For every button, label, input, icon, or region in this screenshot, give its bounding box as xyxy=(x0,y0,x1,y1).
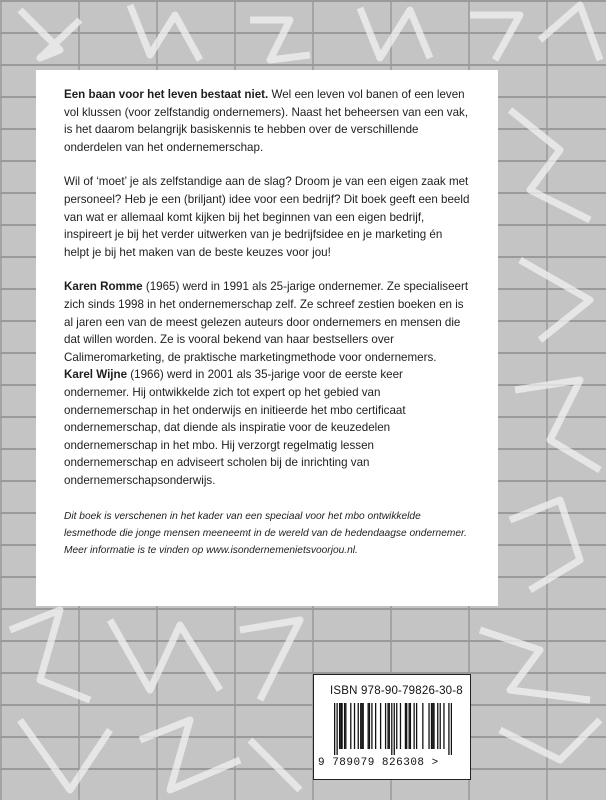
barcode-bar xyxy=(413,703,414,749)
barcode-bar xyxy=(437,703,438,749)
barcode-bar xyxy=(451,703,452,755)
barcode-bar xyxy=(443,703,444,749)
author-karel-name: Karel Wijne xyxy=(64,368,128,382)
graffiti-mark xyxy=(480,630,590,700)
graffiti-mark xyxy=(515,380,600,470)
graffiti-mark xyxy=(500,720,600,760)
graffiti-mark xyxy=(360,8,430,58)
intro-text: Wel een leven vol banen of een leven vol klussen (voor zelfstandig ondernemers). Naast het beheersen van een vak, is het daarom belangrijk basiskennis te hebben over de verschillende onderdelen van het ondernemerschap. xyxy=(64,88,469,154)
ean-digits: 9 789079 826308 > xyxy=(318,757,439,769)
barcode-bar xyxy=(368,703,369,749)
barcode-bar xyxy=(336,703,337,755)
barcode-bar xyxy=(405,703,406,749)
barcode-bar xyxy=(345,703,346,749)
graffiti-mark xyxy=(20,720,110,790)
graffiti-mark xyxy=(20,10,80,58)
barcode-bar xyxy=(400,703,401,749)
barcode-bar xyxy=(448,703,449,755)
barcode-bar xyxy=(369,703,370,749)
barcode-bar xyxy=(344,703,345,749)
barcode-bar xyxy=(354,703,355,749)
graffiti-mark xyxy=(510,110,590,220)
barcode-bar xyxy=(394,703,395,755)
author-karen-bio: (1965) werd in 1991 als 25-jarige ondernemer. Ze specialiseert zich sinds 1998 in het ondernemerschap zelf. Ze schreef zestien boeken en is al jaren een van de meest gelezen auteurs door ondernemers en mensen die dat willen worden. Ze is vooral bekend van haar bestsellers over Calimeromarketing, de praktische marketingmethode voor ondernemers. xyxy=(64,280,469,364)
barcode-bars xyxy=(334,703,452,755)
barcode-bar xyxy=(440,703,441,749)
barcode-bar xyxy=(428,703,429,749)
barcode-bar xyxy=(431,703,432,749)
barcode-bar xyxy=(389,703,390,749)
author-karel-paragraph xyxy=(64,366,470,489)
barcode-bar xyxy=(350,703,351,749)
barcode-bar xyxy=(340,703,341,749)
graffiti-mark xyxy=(250,740,300,790)
graffiti-mark xyxy=(520,260,590,340)
barcode-bar xyxy=(422,703,423,749)
barcode-bar xyxy=(409,703,410,749)
publication-note: Dit boek is verschenen in het kader van een speciaal voor het mbo ontwikkelde lesmethode die jonge mensen meeneemt in de wereld van de hedendaagse ondernemer. Meer informatie is te vinden op www.isondernemenietsvoorjou.nl. xyxy=(64,511,467,557)
intro-bold-lead: Een baan voor het leven bestaat niet. xyxy=(64,88,269,101)
graffiti-mark xyxy=(240,620,300,700)
description-paragraph: Wil of ‘moet’ je als zelfstandige aan de slag? Droom je van een eigen zaak met personeel? Heb je een (briljant) idee voor een bedrijf? Dit boek geeft een beeld van wat er allemaal komt kijken bij het beginnen van een eigen bedrijf, inspireert je bij het verder uitwerken van je bedrijfsidee en je marketing én helpt je bij het maken van de beste keuzes voor jou! xyxy=(64,175,470,259)
isbn-barcode-box xyxy=(313,674,471,780)
graffiti-mark xyxy=(470,15,520,60)
isbn-label: ISBN 978-90-79826-30-8 xyxy=(330,685,463,697)
graffiti-mark xyxy=(10,610,90,700)
barcode-bar xyxy=(358,703,359,749)
barcode-bar xyxy=(375,703,376,749)
barcode-bar xyxy=(360,703,361,749)
barcode-bar xyxy=(341,703,342,749)
barcode-bar xyxy=(396,703,397,749)
barcode-bar xyxy=(363,703,364,749)
graffiti-mark xyxy=(140,720,240,790)
barcode-bar xyxy=(410,703,411,749)
barcode-bar xyxy=(406,703,407,749)
barcode-bar xyxy=(371,703,372,749)
barcode-bar xyxy=(380,703,381,749)
author-karen-paragraph xyxy=(64,278,470,366)
graffiti-mark xyxy=(110,620,220,690)
barcode-bar xyxy=(433,703,434,749)
barcode-bar xyxy=(416,703,417,749)
barcode-bar xyxy=(361,703,362,749)
graffiti-mark xyxy=(540,5,600,60)
barcode-bar xyxy=(387,703,388,749)
barcode-bar xyxy=(334,703,335,755)
author-karel-bio: (1966) werd in 2001 als 35-jarige voor de eerste keer ondernemer. Hij ontwikkelde zich tot expert op het gebied van ondernemerschap in het onderwijs en initieerde het mbo certificaat ondernemerschap, dat diende als inspiratie voor de keuzedelen ondernemerschap in het mbo. Hij verzorgt regelmatig lessen ondernemerschap en adviseert scholen bij de inrichting van ondernemerschapsonderwijs. xyxy=(64,368,406,487)
barcode-bar xyxy=(339,703,340,749)
barcode-bar xyxy=(391,703,392,755)
intro-paragraph xyxy=(64,86,470,156)
barcode-bar xyxy=(432,703,433,749)
graffiti-mark xyxy=(250,20,310,60)
back-cover-text-panel xyxy=(36,70,498,606)
graffiti-mark xyxy=(130,5,200,60)
barcode-bar xyxy=(385,703,386,749)
graffiti-mark xyxy=(510,500,580,590)
author-karen-name: Karen Romme xyxy=(64,280,143,294)
